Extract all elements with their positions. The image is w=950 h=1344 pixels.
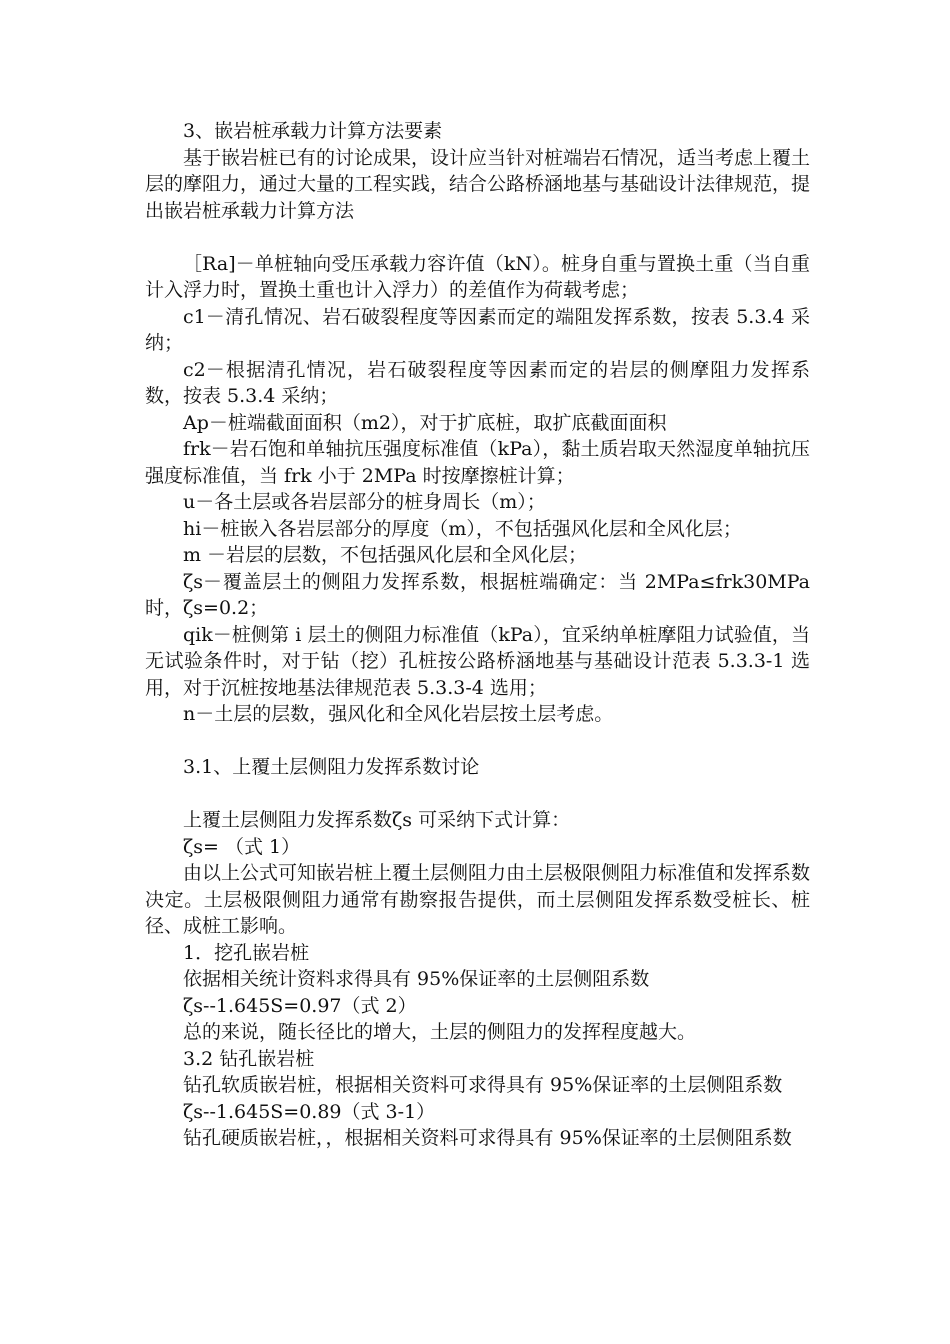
definition-ap: Ap－桩端截面面积（m2），对于扩底桩，取扩底截面面积 <box>183 411 667 434</box>
definition-n: n－土层的层数，强风化和全风化岩层按土层考虑。 <box>183 703 614 725</box>
blank-line <box>145 728 810 755</box>
definition-zeta-s: ζs－覆盖层土的侧阻力发挥系数，根据桩端确定：当 2MPa≤frk30MPa 时，ζs=0.2； <box>145 570 810 619</box>
definition-c1: c1－清孔情况、岩石破裂程度等因素而定的端阻发挥系数，按表 5.3.4 采纳； <box>145 305 810 354</box>
definition-qik: qik－桩侧第 i 层土的侧阻力标准值（kPa），宜采纳单桩摩阻力试验值，当无试验条件时，对于钻（挖）孔桩按公路桥涵地基与基础设计范表 5.3.3-1 选用，对于沉桩按地基法律规范表 5.3.3-4 选用； <box>145 623 810 699</box>
section-heading-3-1: 3.1、上覆土层侧阻力发挥系数讨论 <box>183 756 480 778</box>
formula-1: ζs= （式 1） <box>183 835 301 858</box>
section-heading-3: 3、嵌岩桩承载力计算方法要素 <box>183 120 443 142</box>
section-heading-3-2: 3.2 钻孔嵌岩桩 <box>183 1047 315 1070</box>
blank-line <box>145 224 810 251</box>
paragraph-analysis: 由以上公式可知嵌岩桩上覆土层侧阻力由土层极限侧阻力标准值和发挥系数决定。土层极限侧阻力通常有勘察报告提供，而土层侧阻发挥系数受桩长、桩径、成桩工影响。 <box>145 862 811 937</box>
paragraph-summary: 总的来说，随长径比的增大，土层的侧阻力的发挥程度越大。 <box>183 1021 697 1043</box>
paragraph-soft-rock: 钻孔软质嵌岩桩，根据相关资料可求得具有 95%保证率的土层侧阻系数 <box>183 1074 783 1096</box>
definition-ra: ［Ra]－单桩轴向受压承载力容许值（kN）。桩身自重与置换土重（当自重计入浮力时，置换土重也计入浮力）的差值作为荷载考虑； <box>145 252 810 301</box>
formula-2: ζs--1.645S=0.97（式 2） <box>183 994 417 1017</box>
definition-frk: frk－岩石饱和单轴抗压强度标准值（kPa），黏土质岩取天然湿度单轴抗压强度标准值，当 frk 小于 2MPa 时按摩擦桩计算； <box>145 438 810 487</box>
paragraph-hard-rock: 钻孔硬质嵌岩桩，，根据相关资料可求得具有 95%保证率的土层侧阻系数 <box>183 1127 792 1149</box>
definition-u: u－各土层或各岩层部分的桩身周长（m）； <box>183 491 546 513</box>
definition-hi: hi－桩嵌入各岩层部分的厚度（m），不包括强风化层和全风化层； <box>183 517 742 540</box>
paragraph-formula-intro: 上覆土层侧阻力发挥系数ζs 可采纳下式计算： <box>183 809 571 831</box>
paragraph-intro: 基于嵌岩桩已有的讨论成果，设计应当针对桩端岩石情况，适当考虑上覆土层的摩阻力，通过大量的工程实践，结合公路桥涵地基与基础设计法律规范，提出嵌岩桩承载力计算方法 <box>145 146 811 222</box>
subheading-dug-pile: 1．挖孔嵌岩桩 <box>183 941 310 964</box>
definition-m: m －岩层的层数，不包括强风化层和全风化层； <box>183 544 588 566</box>
paragraph-dug-pile: 依据相关统计资料求得具有 95%保证率的土层侧阻系数 <box>183 968 650 990</box>
formula-3-1: ζs--1.645S=0.89（式 3-1） <box>183 1100 436 1123</box>
document-body <box>145 118 810 1152</box>
blank-line <box>145 781 810 808</box>
definition-c2: c2－根据清孔情况，岩石破裂程度等因素而定的岩层的侧摩阻力发挥系数，按表 5.3.4 采纳； <box>145 358 810 407</box>
